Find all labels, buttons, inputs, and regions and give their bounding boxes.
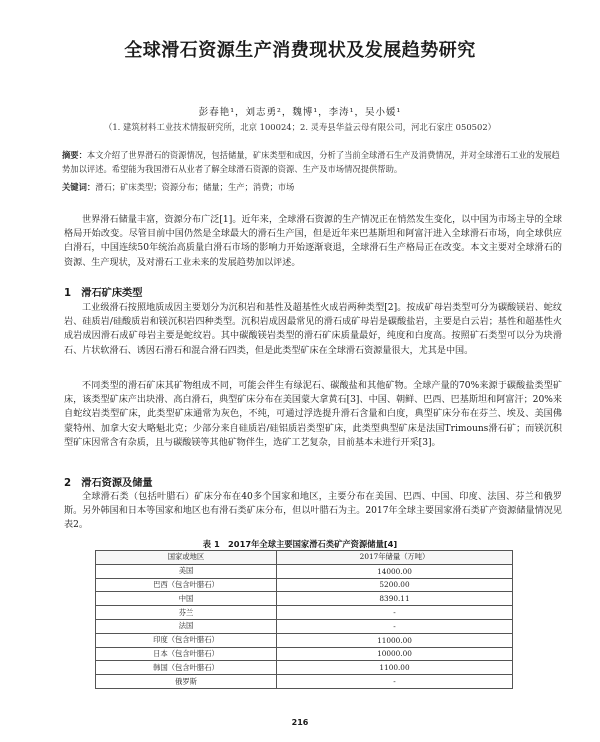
author-list: 彭春艳¹，刘志勇²，魏博¹，李涛¹，吴小媛¹ [198,107,402,118]
table-cell-reserve: 14000.00 [277,564,513,578]
abstract [62,148,562,176]
table-cell-region: 美国 [96,564,277,578]
keywords-text: 滑石；矿床类型；资源分布；储量；生产；消费；市场 [95,182,295,192]
table-cell-reserve: 10000.00 [277,647,513,661]
table-cell-reserve: 1100.00 [277,661,513,675]
table-caption: 表 1 2017年全球主要国家滑石类矿产资源储量[4] [202,539,398,549]
table-row [96,675,513,689]
abstract-label: 摘要： [62,150,87,160]
section-1-paragraph-2: 不同类型的滑石矿床其矿物组成不同，可能会伴生有绿泥石、碳酸盐和其他矿物。全球产量的70%来源于碳酸盐类型矿床，该类型矿床产出块滑、高白滑石，典型矿床分布在美国蒙大拿黄石[3]、中国、朝鲜、巴西、巴基斯坦和阿富汗；20%来自蛇纹岩类型矿床，此类型矿床通常为灰色，不纯，可通过浮选提升滑石含量和白度，典型矿床分布在芬兰、埃及、美国佛蒙特州、加拿大安大略魁北克；少部分来自硅质岩/硅铝质岩类型矿床，此类型典型矿床是法国Trimouns滑石矿；而镁沉积型矿床因常含有杂质，且与碳酸镁等其他矿物伴生，选矿工艺复杂，目前基本未进行开采[3]。 [64,381,562,448]
table-cell-region: 法国 [96,619,277,633]
table-cell-reserve: - [277,619,513,633]
table-header-cell: 国家或地区 [96,551,277,565]
table-cell-region: 中国 [96,592,277,606]
table-row [96,633,513,647]
table-cell-reserve: 5200.00 [277,578,513,592]
table-row [96,564,513,578]
table-header-cell: 2017年储量（万吨） [277,551,513,565]
table-row [96,647,513,661]
table-cell-reserve: 8390.11 [277,592,513,606]
table-header-row [96,551,513,565]
table-cell-region: 巴西（包含叶腊石） [96,578,277,592]
table-cell-reserve: 11000.00 [277,633,513,647]
paper-title: 全球滑石资源生产消费现状及发展趋势研究 [124,40,476,61]
keywords [62,180,562,194]
table-row [96,619,513,633]
author-affiliation: （1. 建筑材料工业技术情报研究所，北京 100024；2. 灵寿县华益云母有限公司，河北石家庄 050502） [103,122,497,132]
page-number: 216 [291,718,309,727]
abstract-text: 本文介绍了世界滑石的资源情况，包括储量，矿床类型和成因，分析了当前全球滑石生产及消费情况，并对全球滑石工业的发展趋势加以评述。希望能为我国滑石从业者了解全球滑石资源的资源、生产及市场情况提供帮助。 [62,150,560,174]
table-cell-region: 韩国（包含叶腊石） [96,661,277,675]
table-cell-region: 日本（包含叶腊石） [96,647,277,661]
table-row [96,592,513,606]
keywords-label: 关键词： [62,182,96,192]
section-2-paragraph-1: 全球滑石类（包括叶腊石）矿床分布在40多个国家和地区，主要分布在美国、巴西、中国、印度、法国、芬兰和俄罗斯。另外韩国和日本等国家和地区也有滑石类矿床分布，但以叶腊石为主。2017年全球主要国家滑石类矿产资源储量情况见表2。 [64,492,562,531]
table-cell-reserve: - [277,675,513,689]
table-row [96,661,513,675]
reserves-table [95,550,513,689]
table-cell-region: 俄罗斯 [96,675,277,689]
section-1-paragraph-1: 工业级滑石按照地质成因主要划分为沉积岩和基性及超基性火成岩两种类型[2]。按成矿母岩类型可分为碳酸镁岩、蛇纹岩、硅质岩/硅酸质岩和镁沉积岩四种类型。沉积岩成因最常见的滑石成矿母岩是碳酸盐岩，主要是白云岩；基性和超基性火成岩成因滑石成矿母岩主要是蛇纹岩。其中碳酸镁岩类型的滑石矿床质量最好，纯度和白度高。按照矿石类型可以分为块滑石、片状软滑石、诱因石滑石和混合滑石四类，但是此类型矿床在全球滑石资源量很大，尤其是中国。 [64,303,562,356]
section-2-heading: 2 滑石资源及储量 [64,478,153,489]
table-cell-region: 印度（包含叶腊石） [96,633,277,647]
table-cell-reserve: - [277,606,513,620]
intro-paragraph: 世界滑石储量丰富，资源分布广泛[1]。近年来，全球滑石资源的生产情况正在悄然发生变化，以中国为市场主导的全球格局开始改变。尽管目前中国仍然是全球最大的滑石生产国，但是近年来巴基斯坦和阿富汗进入全球滑石市场，向全球供应白滑石，中国连续50年统治高质量白滑石市场的影响力开始逐渐衰退，全球滑石生产格局正在改变。本文主要对全球滑石的资源、生产现状，及对滑石工业未来的发展趋势加以评述。 [64,215,562,268]
table-row [96,578,513,592]
table-row [96,606,513,620]
section-1-heading: 1 滑石矿床类型 [64,288,143,299]
table-cell-region: 芬兰 [96,606,277,620]
